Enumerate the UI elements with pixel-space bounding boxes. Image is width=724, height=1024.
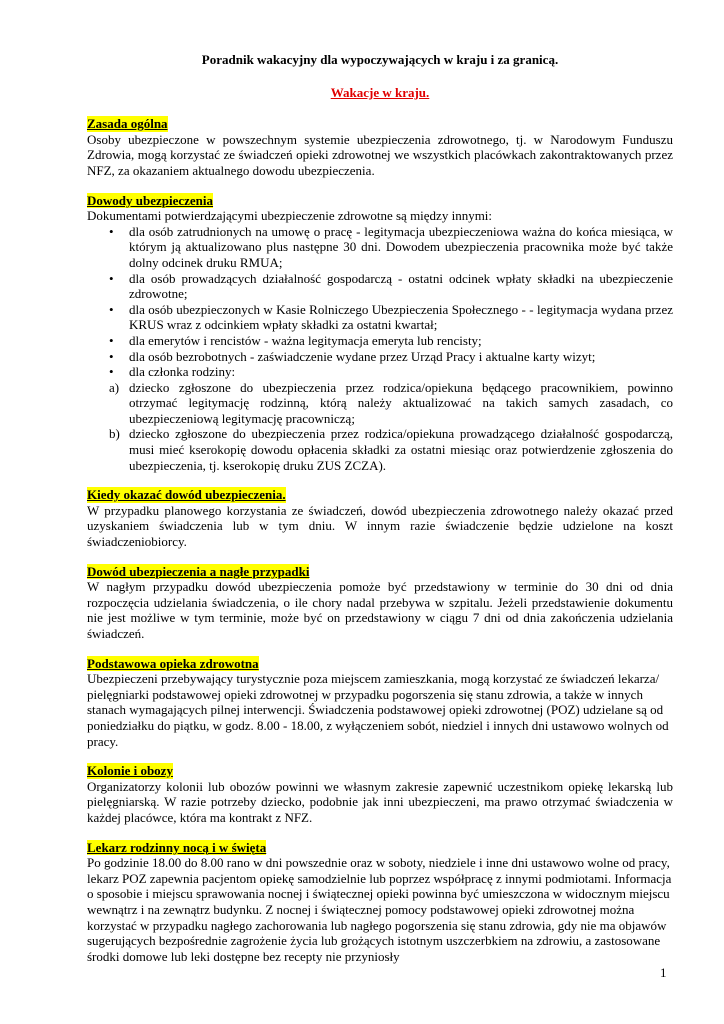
section-heading: Kiedy okazać dowód ubezpieczenia. (87, 487, 286, 503)
list-item-text: dziecko zgłoszone do ubezpieczenia przez rodzica/opiekuna prowadzącego działalność gospodarczą, musi mieć kserokopię dowodu opłacenia składki za ostatni miesiąc oraz potwierdzenie zgłoszenia do ubezpieczenia, tj. kserokopię druku ZUS ZCZA). (129, 426, 673, 473)
section-intro: Dokumentami potwierdzającymi ubezpieczenie zdrowotne są między innymi: (87, 208, 493, 224)
list-item-text: dla osób ubezpieczonych w Kasie Rolniczego Ubezpieczenia Społecznego - - legitymacja wydana przez KRUS wraz z odcinkiem wpłaty składki za ostatni kwartał; (129, 301, 673, 333)
section-primary-care (87, 656, 673, 750)
list-item (87, 333, 673, 349)
list-item-text: dziecko zgłoszone do ubezpieczenia przez rodzica/opiekuna będącego pracownikiem, powinno otrzymać legitymację rodzinną, którą należy aktualizować na takich samych zasadach, co ubezpieczeniową legitymację pracowniczą; (129, 379, 673, 426)
list-item-text: dla emerytów i rencistów - ważna legitymacja emeryta lub rencisty; (129, 332, 482, 348)
bullet-icon: • (109, 301, 114, 317)
section-heading: Dowody ubezpieczenia (87, 192, 214, 208)
section-text: Ubezpieczeni przebywający turystycznie poza miejscem zamieszkania, mogą korzystać ze świadczeń lekarza/ pielęgniarki podstawowej opieki zdrowotnej w przypadku pogorszenia się stanu zdrowia, a także w innych stanach wymagających pilnej interwencji. Świadczenia podstawowej opieki zdrowotnej (POZ) udzielane są od poniedziałku do piątku, w godz. 8.00 - 18.00, z wyłączeniem sobót, niedziel i innych dni ustawowo wolnych od pracy. (87, 671, 669, 749)
list-item (87, 364, 673, 380)
list-item-text: dla osób prowadzących działalność gospodarczą - ostatni odcinek wpłaty składki na ubezpieczenie zdrowotne; (129, 270, 673, 302)
list-item (87, 349, 673, 365)
list-item (87, 426, 673, 473)
document-subtitle: Wakacje w kraju. (330, 84, 430, 100)
section-general-rule (87, 116, 673, 178)
section-text: Po godzinie 18.00 do 8.00 rano w dni powszednie oraz w soboty, niedziele i inne dni ustawowo wolne od pracy, lekarz POZ zapewnia pacjentom opiekę samodzielnie lub poprzez współpracę z innymi podmiotami. Informacja o sposobie i miejscu sprawowania nocnej i świątecznej opieki powinna być umieszczona w widocznym miejscu wewnątrz i na zewnątrz budynku. Z nocnej i świątecznej pomocy podstawowej opieki zdrowotnej można korzystać w przypadku nagłego zachorowania lub nagłego pogorszenia się stanu zdrowia, gdy nie ma objawów sugerujących bezpośrednie zagrożenie życia lub grożących istotnym uszczerbkiem na zdrowiu, a zastosowane środki domowe lub leki dostępne bez recepty nie przyniosły (87, 855, 672, 964)
section-insurance-documents (87, 193, 673, 474)
list-item (87, 224, 673, 271)
bullet-list (87, 224, 673, 380)
section-camps (87, 763, 673, 825)
lettered-list (87, 380, 673, 474)
document-body (87, 52, 673, 978)
section-heading: Podstawowa opieka zdrowotna (87, 655, 259, 671)
list-item (87, 380, 673, 427)
list-item (87, 302, 673, 333)
list-item (87, 271, 673, 302)
section-text: Organizatorzy kolonii lub obozów powinni we własnym zakresie zapewnić uczestnikom opiekę lekarską lub pielęgniarską. W razie potrzeby dziecko, podobnie jak inni ubezpieczeni, ma prawo otrzymać świadczenia w każdej placówce, która ma kontrakt z NFZ. (87, 778, 673, 825)
section-heading: Kolonie i obozy (87, 763, 173, 779)
section-text: Osoby ubezpieczone w powszechnym systemie ubezpieczenia zdrowotnego, tj. w Narodowym Funduszu Zdrowia, mogą korzystać ze świadczeń opieki zdrowotnej we wszystkich placówkach zakontraktowanych przez NFZ, za okazaniem aktualnego dowodu ubezpieczenia. (87, 131, 673, 178)
section-text: W nagłym przypadku dowód ubezpieczenia pomoże być przedstawiony w terminie do 30 dni od dnia rozpoczęcia udzielania świadczenia, o ile chory nadal przebywa w szpitalu. Jeżeli przedstawienie dokumentu nie jest możliwe w tym terminie, może być on przedstawiony w ciągu 7 dni od dnia zakończenia udzielania świadczeń. (87, 579, 673, 641)
list-item-text: dla osób bezrobotnych - zaświadczenie wydane przez Urząd Pracy i aktualne karty wizyt; (129, 348, 596, 364)
section-night-care (87, 840, 673, 965)
section-heading: Lekarz rodzinny nocą i w święta (87, 839, 267, 855)
page-number: 1 (660, 965, 667, 980)
document-title: Poradnik wakacyjny dla wypoczywających w kraju i za granicą. (201, 52, 559, 67)
list-item-text: dla członka rodziny: (129, 364, 236, 380)
section-when-to-show (87, 487, 673, 549)
bullet-icon: • (109, 364, 114, 380)
list-item-text: dla osób zatrudnionych na umowę o pracę - legitymacja ubezpieczeniowa ważna do końca miesiąca, w którym ją aktualizowano plus następne 30 dni. Dowodem ubezpieczenia pracownika może być także dolny odcinek druku RMUA; (129, 223, 673, 270)
list-marker: a) (109, 379, 120, 395)
bullet-icon: • (109, 223, 114, 239)
section-heading: Dowód ubezpieczenia a nagłe przypadki (87, 563, 310, 579)
list-marker: b) (109, 426, 120, 442)
bullet-icon: • (109, 348, 114, 364)
bullet-icon: • (109, 332, 114, 348)
section-emergencies (87, 564, 673, 642)
section-text: W przypadku planowego korzystania ze świadczeń, dowód ubezpieczenia zdrowotnego należy okazać przed uzyskaniem świadczenia lub w tym dniu. W innym razie świadczenie będzie udzielone na koszt świadczeniobiorcy. (87, 502, 673, 550)
bullet-icon: • (109, 270, 114, 286)
section-heading: Zasada ogólna (87, 116, 168, 132)
